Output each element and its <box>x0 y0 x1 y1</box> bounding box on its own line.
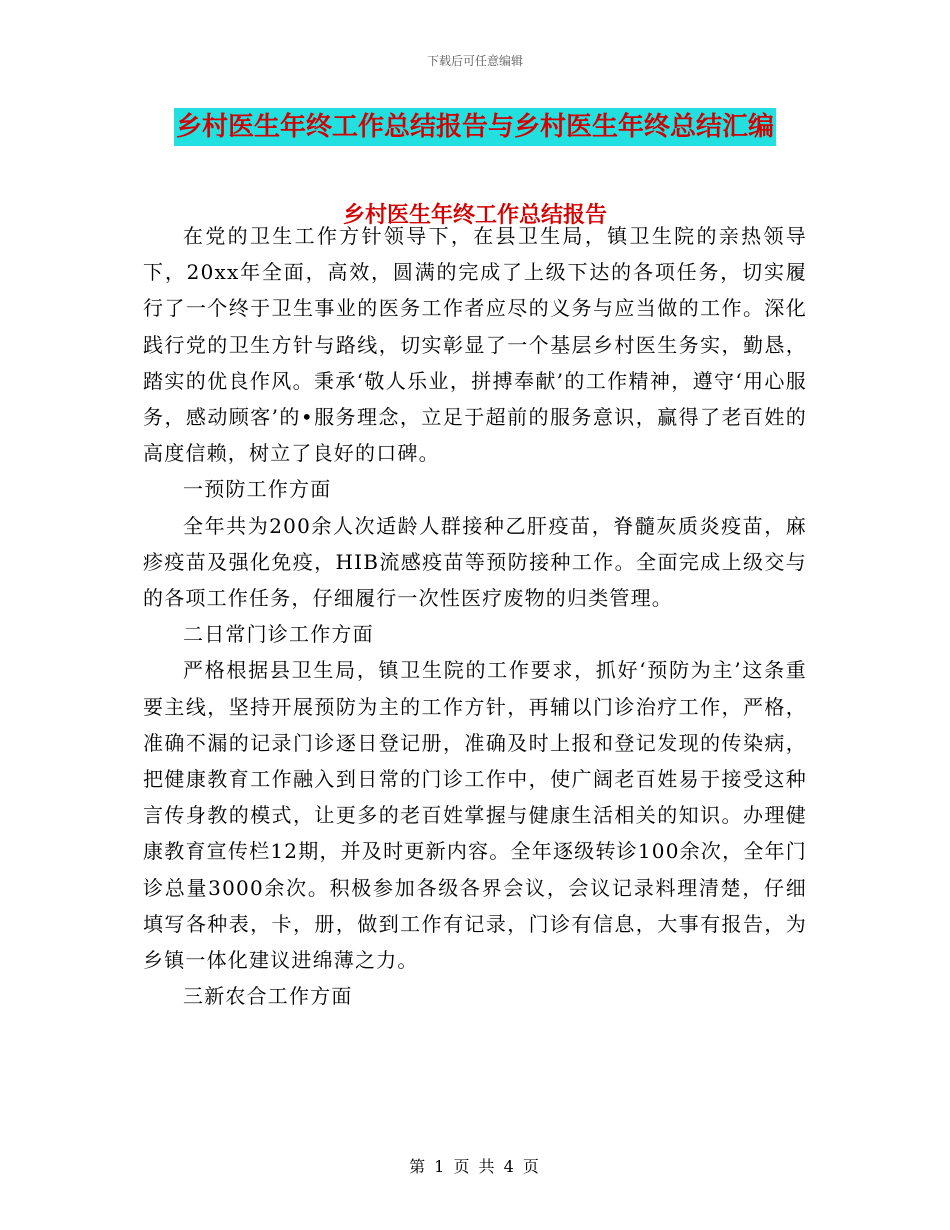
section-heading-prevention: 一预防工作方面 <box>183 477 332 502</box>
page-header-note: 下载后可任意编辑 <box>426 54 523 68</box>
page-footer: 第 1 页 共 4 页 <box>409 1157 541 1176</box>
document-title-container <box>0 108 950 146</box>
document-title: 乡村医生年终工作总结报告与乡村医生年终总结汇编 <box>174 108 776 146</box>
document-body-text <box>143 218 807 1014</box>
section-title: 乡村医生年终工作总结报告 <box>342 203 607 228</box>
body-paragraph: 在党的卫生工作方针领导下，在县卫生局，镇卫生院的亲热领导下，20xx年全面，高效，圆满的完成了上级下达的各项任务，切实履行了一个终于卫生事业的医务工作者应尽的义务与应当做的工作。深化践行党的卫生方针与路线，切实彰显了一个基层乡村医生务实，勤恳，踏实的优良作风。秉承‘敬人乐业，拼搏奉献’的工作精神，遵守‘用心服务，感动顾客’的•服务理念，立足于超前的服务意识，赢得了老百姓的高度信赖，树立了良好的口碑。 <box>143 224 807 466</box>
body-paragraph: 严格根据县卫生局，镇卫生院的工作要求，抓好‘预防为主’这条重要主线，坚持开展预防为主的工作方针，再辅以门诊治疗工作，严格，准确不漏的记录门诊逐日登记册，准确及时上报和登记发现的传染病，把健康教育工作融入到日常的门诊工作中，使广阔老百姓易于接受这种言传身教的模式，让更多的老百姓掌握与健康生活相关的知识。办理健康教育宣传栏12期，并及时更新内容。全年逐级转诊100余次，全年门诊总量3000余次。积极参加各级各界会议，会议记录料理清楚，仔细填写各种表，卡，册，做到工作有记录，门诊有信息，大事有报告，为乡镇一体化建议进绵薄之力。 <box>143 658 807 973</box>
section-heading-rural-cooperative: 三新农合工作方面 <box>183 984 353 1009</box>
body-paragraph: 全年共为200余人次适龄人群接种乙肝疫苗，脊髓灰质炎疫苗，麻疹疫苗及强化免疫，HIB流感疫苗等预防接种工作。全面完成上级交与的各项工作任务，仔细履行一次性医疗废物的归类管理。 <box>143 513 807 611</box>
section-heading-outpatient: 二日常门诊工作方面 <box>183 622 374 647</box>
